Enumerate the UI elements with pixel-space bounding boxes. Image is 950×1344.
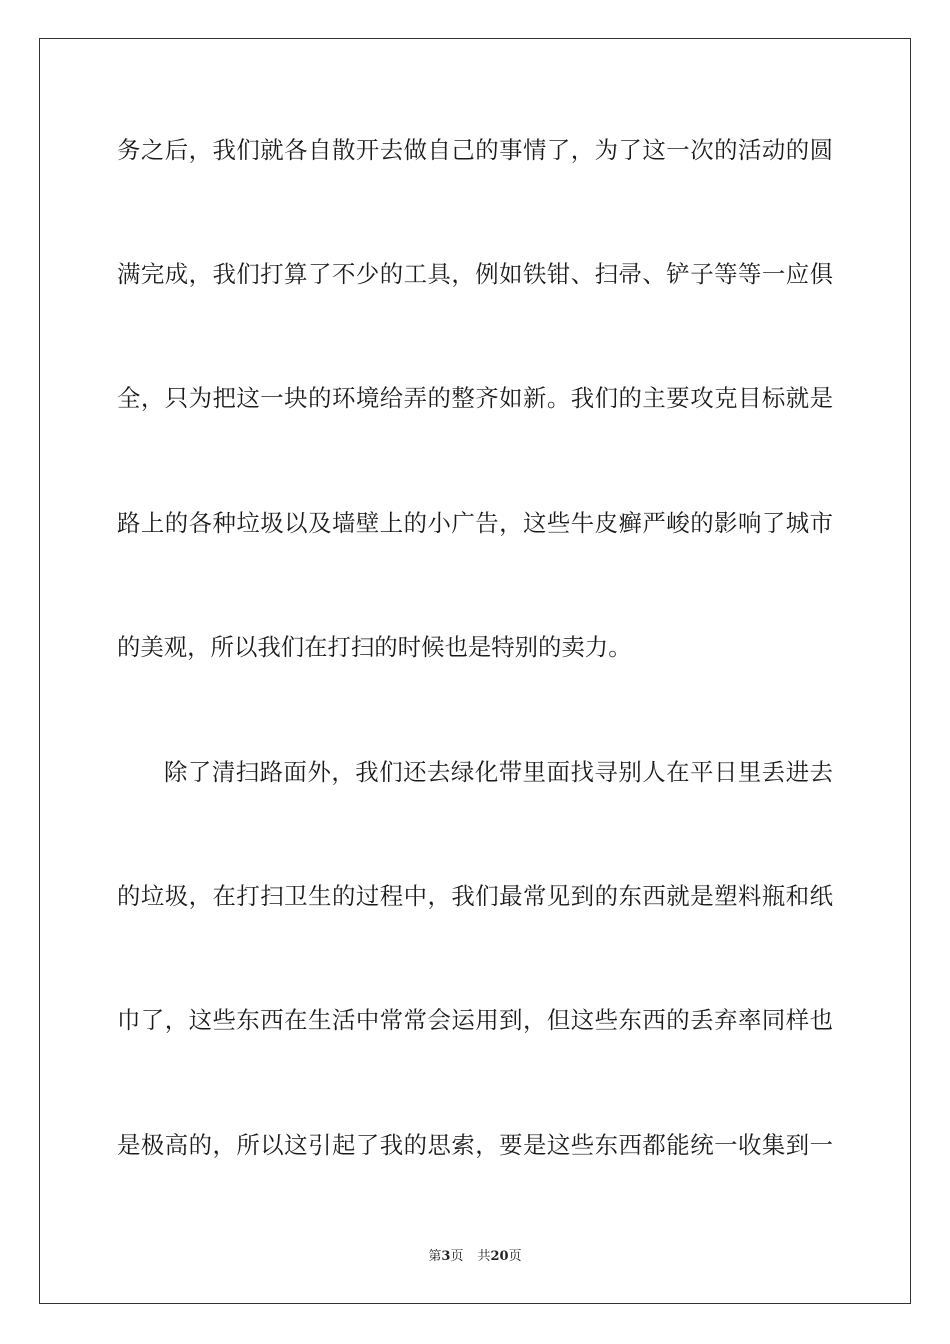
text-line-2: 满完成，我们打算了不少的工具，例如铁钳、扫帚、铲子等等一应俱 bbox=[117, 260, 833, 288]
text-line-6: 除了清扫路面外，我们还去绿化带里面找寻别人在平日里丢进去 bbox=[164, 758, 833, 786]
page-border bbox=[39, 38, 911, 1304]
text-line-3: 全，只为把这一块的环境给弄的整齐如新。我们的主要攻克目标就是 bbox=[117, 384, 833, 412]
text-line-5: 的美观，所以我们在打扫的时候也是特别的卖力。 bbox=[117, 633, 632, 661]
total-pages: 20 bbox=[490, 1249, 509, 1264]
text-line-7: 的垃圾，在打扫卫生的过程中，我们最常见到的东西就是塑料瓶和纸 bbox=[117, 882, 833, 910]
text-line-1: 务之后，我们就各自散开去做自己的事情了，为了这一次的活动的圆 bbox=[117, 136, 833, 164]
text-line-4: 路上的各种垃圾以及墙壁上的小广告，这些牛皮癣严峻的影响了城市 bbox=[117, 509, 833, 537]
total-suffix: 页 bbox=[508, 1249, 522, 1264]
text-line-9: 是极高的，所以这引起了我的思索，要是这些东西都能统一收集到一 bbox=[117, 1131, 833, 1159]
page-number: 3 bbox=[441, 1249, 451, 1264]
page-prefix: 第 bbox=[428, 1249, 442, 1264]
text-line-8: 巾了，这些东西在生活中常常会运用到，但这些东西的丢弃率同样也 bbox=[117, 1006, 833, 1034]
total-prefix: 共 bbox=[477, 1249, 491, 1264]
page-footer bbox=[0, 1248, 950, 1266]
page-suffix: 页 bbox=[450, 1249, 464, 1264]
